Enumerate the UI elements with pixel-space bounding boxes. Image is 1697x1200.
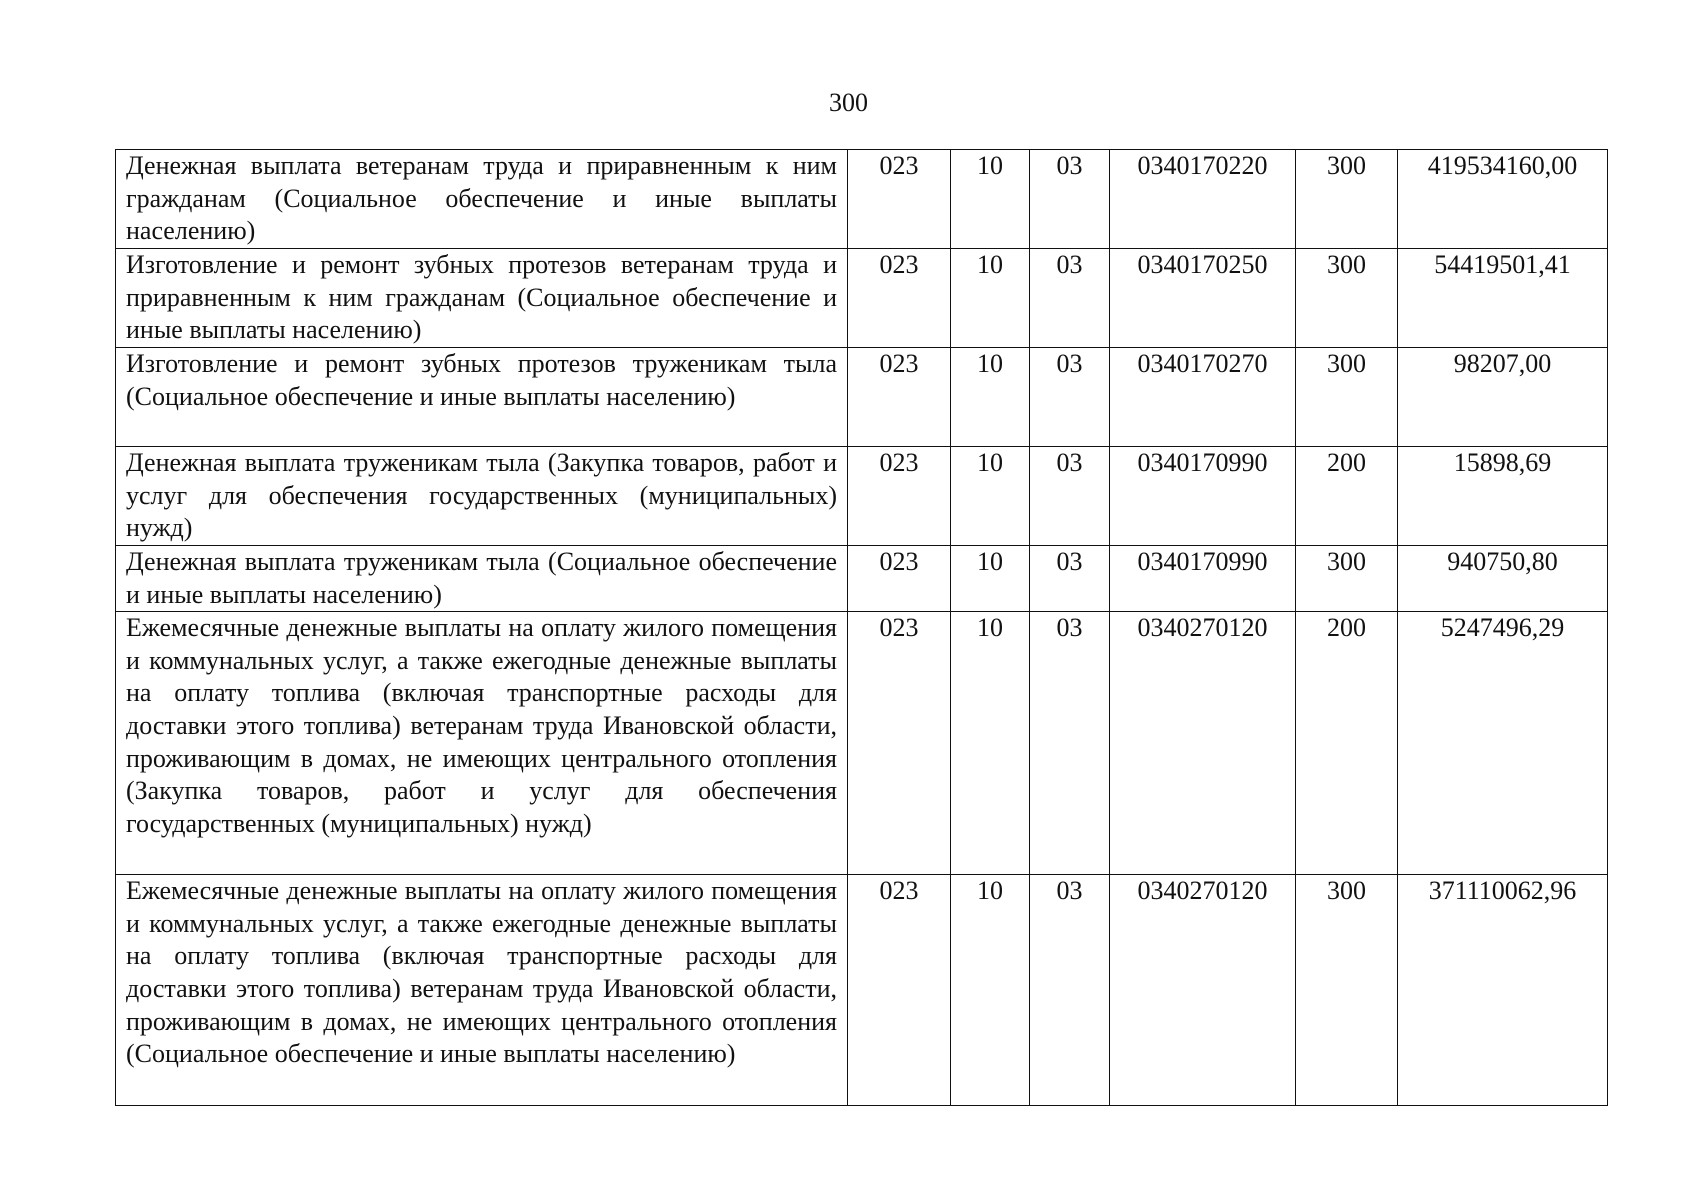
row-ministry-code: 023 xyxy=(848,249,951,348)
row-ministry-code: 023 xyxy=(848,447,951,546)
row-ministry-code: 023 xyxy=(848,875,951,1106)
row-amount: 419534160,00 xyxy=(1398,150,1608,249)
budget-table xyxy=(115,149,1608,1106)
row-section-code: 10 xyxy=(951,249,1030,348)
row-target-article: 0340170990 xyxy=(1110,546,1296,612)
table-row xyxy=(116,612,1608,875)
row-description: Денежная выплата труженикам тыла (Закупка товаров, работ и услуг для обеспечения государственных (муниципальных) нужд) xyxy=(116,447,848,546)
row-amount: 98207,00 xyxy=(1398,348,1608,447)
table-row xyxy=(116,447,1608,546)
row-expense-type: 300 xyxy=(1296,546,1398,612)
row-section-code: 10 xyxy=(951,150,1030,249)
row-expense-type: 300 xyxy=(1296,249,1398,348)
row-subsection-code: 03 xyxy=(1030,447,1110,546)
row-subsection-code: 03 xyxy=(1030,348,1110,447)
row-subsection-code: 03 xyxy=(1030,546,1110,612)
row-target-article: 0340170270 xyxy=(1110,348,1296,447)
row-expense-type: 300 xyxy=(1296,348,1398,447)
table-row xyxy=(116,875,1608,1106)
row-subsection-code: 03 xyxy=(1030,612,1110,875)
row-description: Ежемесячные денежные выплаты на оплату жилого помещения и коммунальных услуг, а также ежегодные денежные выплаты на оплату топлива (включая транспортные расходы для доставки этого топлива) ветеранам труда Ивановской области, проживающим в домах, не имеющих центрального отопления (Социальное обеспечение и иные выплаты населению) xyxy=(116,875,848,1106)
row-expense-type: 300 xyxy=(1296,150,1398,249)
table-row xyxy=(116,150,1608,249)
row-description: Изготовление и ремонт зубных протезов труженикам тыла (Социальное обеспечение и иные выплаты населению) xyxy=(116,348,848,447)
row-expense-type: 200 xyxy=(1296,612,1398,875)
row-description: Изготовление и ремонт зубных протезов ветеранам труда и приравненным к ним гражданам (Социальное обеспечение и иные выплаты населению) xyxy=(116,249,848,348)
row-target-article: 0340170220 xyxy=(1110,150,1296,249)
row-description: Денежная выплата ветеранам труда и приравненным к ним гражданам (Социальное обеспечение и иные выплаты населению) xyxy=(116,150,848,249)
row-amount: 15898,69 xyxy=(1398,447,1608,546)
row-amount: 940750,80 xyxy=(1398,546,1608,612)
row-section-code: 10 xyxy=(951,447,1030,546)
row-section-code: 10 xyxy=(951,348,1030,447)
row-subsection-code: 03 xyxy=(1030,249,1110,348)
row-ministry-code: 023 xyxy=(848,612,951,875)
row-ministry-code: 023 xyxy=(848,546,951,612)
row-amount: 371110062,96 xyxy=(1398,875,1608,1106)
row-expense-type: 300 xyxy=(1296,875,1398,1106)
row-expense-type: 200 xyxy=(1296,447,1398,546)
row-amount: 54419501,41 xyxy=(1398,249,1608,348)
row-ministry-code: 023 xyxy=(848,150,951,249)
row-subsection-code: 03 xyxy=(1030,875,1110,1106)
row-description: Ежемесячные денежные выплаты на оплату жилого помещения и коммунальных услуг, а также ежегодные денежные выплаты на оплату топлива (включая транспортные расходы для доставки этого топлива) ветеранам труда Ивановской области, проживающим в домах, не имеющих центрального отопления (Закупка товаров, работ и услуг для обеспечения государственных (муниципальных) нужд) xyxy=(116,612,848,875)
row-target-article: 0340170250 xyxy=(1110,249,1296,348)
row-section-code: 10 xyxy=(951,875,1030,1106)
row-target-article: 0340270120 xyxy=(1110,875,1296,1106)
row-section-code: 10 xyxy=(951,612,1030,875)
row-target-article: 0340270120 xyxy=(1110,612,1296,875)
page-number: 300 xyxy=(829,88,868,117)
row-subsection-code: 03 xyxy=(1030,150,1110,249)
table-row xyxy=(116,348,1608,447)
table-row xyxy=(116,249,1608,348)
row-section-code: 10 xyxy=(951,546,1030,612)
budget-table-body xyxy=(116,150,1608,1106)
row-ministry-code: 023 xyxy=(848,348,951,447)
row-description: Денежная выплата труженикам тыла (Социальное обеспечение и иные выплаты населению) xyxy=(116,546,848,612)
row-target-article: 0340170990 xyxy=(1110,447,1296,546)
table-row xyxy=(116,546,1608,612)
row-amount: 5247496,29 xyxy=(1398,612,1608,875)
